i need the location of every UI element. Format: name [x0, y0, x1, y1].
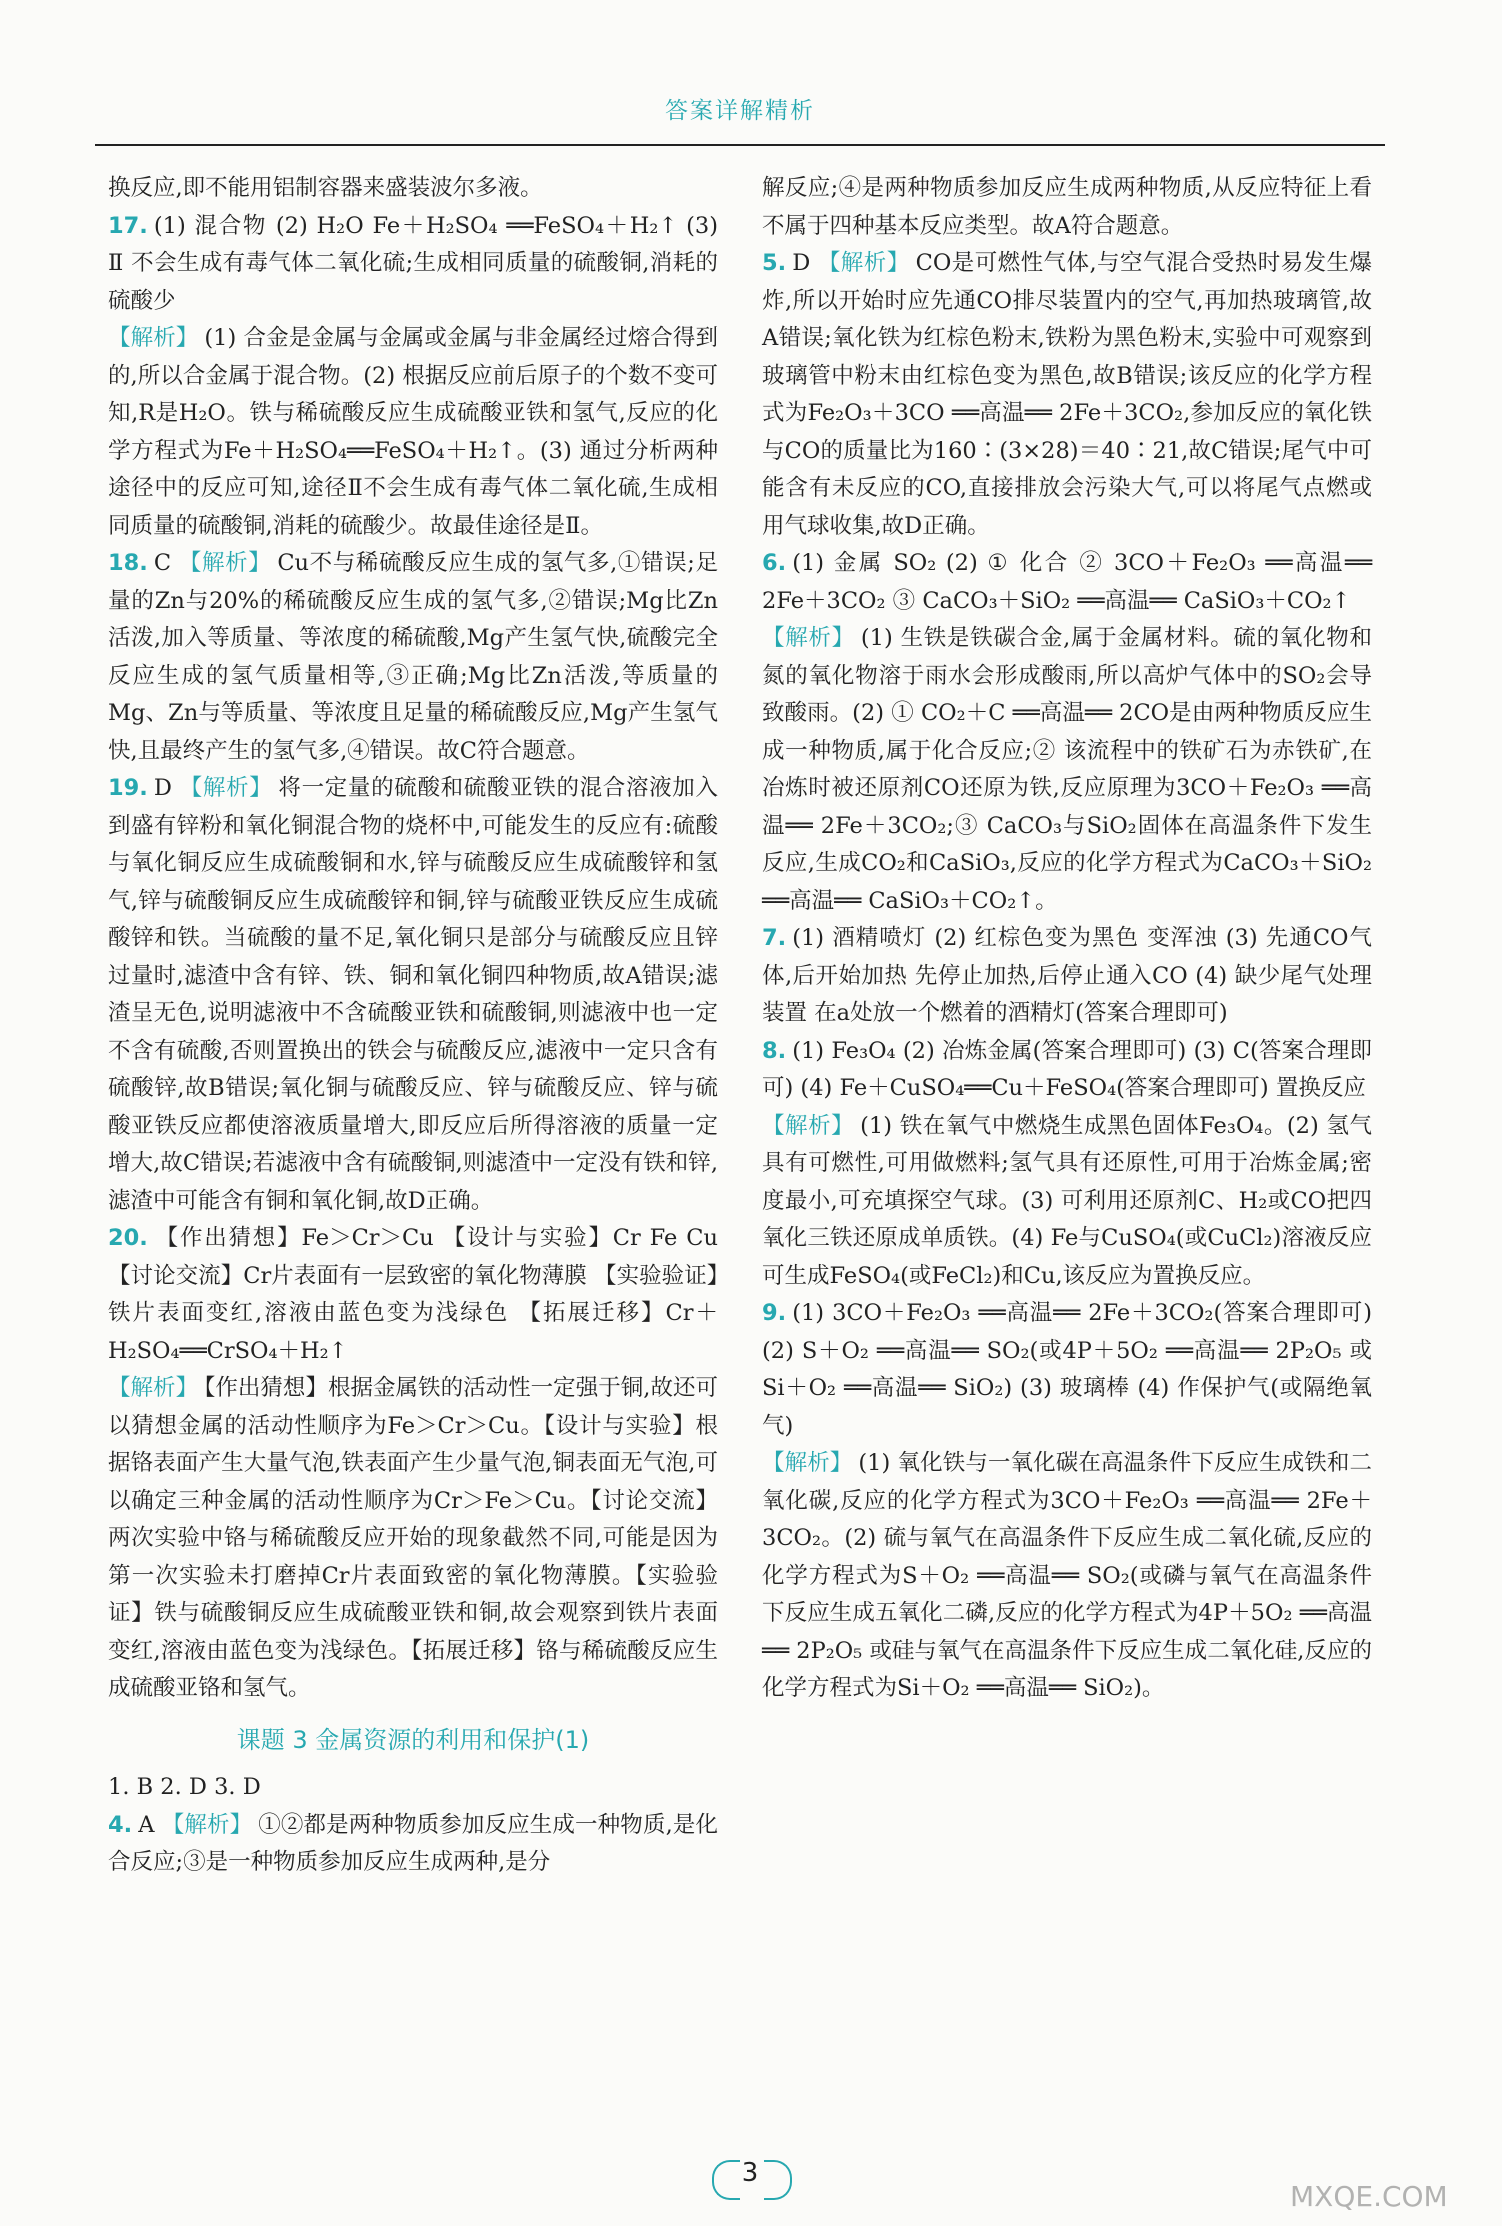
item-answer: D [792, 250, 811, 276]
item-number: 5. [762, 250, 787, 276]
answer-item-9 [762, 1295, 1372, 1445]
item-answer: (1) 酒精喷灯 (2) 红棕色变为黑色 变浑浊 (3) 先通CO气体,后开始加热 先停止加热,后停止通入CO (4) 缺少尾气处理装置 在a处放一个燃着的酒精灯(答案合理即可) [762, 925, 1372, 1026]
analysis-tag: 【解析】 [108, 325, 199, 351]
explanation-text: (1) 氧化铁与一氧化碳在高温条件下反应生成铁和二氧化碳,反应的化学方程式为3CO＋Fe₂O₃ ══高温══ 2Fe＋3CO₂。(2) 硫与氧气在高温条件下反应生成二氧化硫,反应的化学方程式为S＋O₂ ══高温══ SO₂(或磷与氧气在高温条件下反应生成五氧化二磷,反应的化学方程式为4P＋5O₂ ══高温══ 2P₂O₅ 或硅与氧气在高温条件下反应生成二氧化硅,反应的化学方程式为Si＋O₂ ══高温══ SiO₂)。 [762, 1450, 1372, 1701]
item-number: 7. [762, 925, 787, 951]
analysis-tag: 【解析】 [762, 625, 855, 651]
answer-item-20 [108, 1220, 718, 1370]
explanation-text: Cu不与稀硫酸反应生成的氢气多,①错误;足量的Zn与20%的稀硫酸反应生成的氢气多,②错误;Mg比Zn活泼,加入等质量、等浓度的稀硫酸,Mg产生氢气快,硫酸完全反应生成的氢气质量相等,③正确;Mg比Zn活泼,等质量的Mg、Zn与等质量、等浓度且足量的稀硫酸反应,Mg产生氢气快,且最终产生的氢气多,④错误。故C符合题意。 [108, 550, 718, 764]
item-answer: C [153, 550, 172, 576]
item-number: 9. [762, 1300, 787, 1326]
answer-item-7 [762, 920, 1372, 1033]
answer-item-6 [762, 545, 1372, 620]
explanation-text: ①②都是两种物质参加反应生成一种物质,是化合反应;③是一种物质参加反应生成两种,是分 [108, 1811, 718, 1875]
left-intro: 换反应,即不能用铝制容器来盛装波尔多液。 [108, 175, 543, 201]
item-number: 17. [108, 212, 148, 239]
analysis-tag: 【解析】 [762, 1112, 855, 1139]
quick-answers: 1. B 2. D 3. D [108, 1774, 261, 1800]
analysis-tag: 【解析】 [817, 250, 910, 276]
right-intro: 解反应;④是两种物质参加反应生成两种物质,从反应特征上看不属于四种基本反应类型。故A符合题意。 [762, 175, 1372, 239]
page-number: 3 [741, 2158, 759, 2188]
section-title: 课题 3 金属资源的利用和保护(1) [236, 1725, 590, 1754]
item-answer: (1) 3CO＋Fe₂O₃ ══高温══ 2Fe＋3CO₂(答案合理即可) (2) S＋O₂ ══高温══ SO₂(或4P＋5O₂ ══高温══ 2P₂O₅ 或 Si＋O₂ ══高温══ SiO₂) (3) 玻璃棒 (4) 作保护气(或隔绝氧气) [762, 1300, 1372, 1439]
explanation-6 [762, 620, 1372, 920]
watermark-logo: MXQE.COM [1290, 2180, 1448, 2213]
explanation-text: CO是可燃性气体,与空气混合受热时易发生爆炸,所以开始时应先通CO排尽装置内的空气,再加热玻璃管,故A错误;氧化铁为红棕色粉末,铁粉为黑色粉末,实验中可观察到玻璃管中粉末由红棕色变为黑色,故B错误;该反应的化学方程式为Fe₂O₃＋3CO ══高温══ 2Fe＋3CO₂,参加反应的氧化铁与CO的质量比为160∶(3×28)＝40∶21,故C错误;尾气中可能含有未反应的CO,直接排放会污染大气,可以将尾气点燃或用气球收集,故D正确。 [762, 250, 1372, 539]
item-number: 8. [762, 1037, 787, 1064]
item-number: 20. [108, 1225, 148, 1251]
item-answer: 【作出猜想】Fe＞Cr＞Cu 【设计与实验】Cr Fe Cu 【讨论交流】Cr片表面有一层致密的氧化物薄膜 【实验验证】铁片表面变红,溶液由蓝色变为浅绿色 【拓展迁移】Cr＋H₂SO₄══CrSO₄＋H₂↑ [108, 1225, 718, 1364]
answer-item-17 [108, 208, 718, 321]
answer-item-18 [108, 545, 718, 770]
explanation-text: (1) 合金是金属与金属或金属与非金属经过熔合得到的,所以合金属于混合物。(2) 根据反应前后原子的个数不变可知,R是H₂O。铁与稀硫酸反应生成硫酸亚铁和氢气,反应的化学方程式为Fe＋H₂SO₄══FeSO₄＋H₂↑。(3) 通过分析两种途径中的反应可知,途径Ⅱ不会生成有毒气体二氧化硫,生成相同质量的硫酸铜,消耗的硫酸少。故最佳途径是Ⅱ。 [108, 325, 718, 539]
item-answer: D [153, 775, 172, 801]
explanation-9 [762, 1445, 1372, 1708]
answer-item-4 [108, 1807, 718, 1882]
left-column [108, 170, 718, 1882]
header-rule [95, 144, 1385, 146]
explanation-text: (1) 生铁是铁碳合金,属于金属材料。硫的氧化物和氮的氧化物溶于雨水会形成酸雨,所以高炉气体中的SO₂会导致酸雨。(2) ① CO₂＋C ══高温══ 2CO是由两种物质反应生成一种物质,属于化合反应;② 该流程中的铁矿石为赤铁矿,在冶炼时被还原剂CO还原为铁,反应原理为3CO＋Fe₂O₃ ══高温══ 2Fe＋3CO₂;③ CaCO₃与SiO₂固体在高温条件下发生反应,生成CO₂和CaSiO₃,反应的化学方程式为CaCO₃＋SiO₂ ══高温══ CaSiO₃＋CO₂↑。 [762, 625, 1372, 914]
analysis-tag: 【解析】 [161, 1811, 253, 1838]
analysis-tag: 【解析】 [108, 1375, 199, 1401]
explanation-17 [108, 320, 718, 545]
answer-item-5 [762, 245, 1372, 545]
answer-item-8 [762, 1033, 1372, 1108]
right-column [762, 170, 1372, 1708]
item-answer: (1) 混合物 (2) H₂O Fe＋H₂SO₄ ══FeSO₄＋H₂↑ (3) Ⅱ 不会生成有毒气体二氧化硫;生成相同质量的硫酸铜,消耗的硫酸少 [108, 212, 718, 314]
header-title: 答案详解精析 [665, 98, 815, 124]
explanation-text: (1) 铁在氧气中燃烧生成黑色固体Fe₃O₄。(2) 氢气具有可燃性,可用做燃料;氢气具有还原性,可用于冶炼金属;密度最小,可充填探空气球。(3) 可利用还原剂C、H₂或CO把四氧化三铁还原成单质铁。(4) Fe与CuSO₄(或CuCl₂)溶液反应可生成FeSO₄(或FeCl₂)和Cu,该反应为置换反应。 [762, 1112, 1372, 1289]
item-number: 18. [108, 550, 148, 576]
item-number: 4. [108, 1811, 133, 1838]
explanation-20 [108, 1370, 718, 1708]
item-number: 6. [762, 550, 787, 576]
explanation-text: 【作出猜想】根据金属铁的活动性一定强于铜,故还可以猜想金属的活动性顺序为Fe＞Cr＞Cu。【设计与实验】根据铬表面产生大量气泡,铁表面产生少量气泡,铜表面无气泡,可以确定三种金属的活动性顺序为Cr＞Fe＞Cu。【讨论交流】两次实验中铬与稀硫酸反应开始的现象截然不同,可能是因为第一次实验未打磨掉Cr片表面致密的氧化物薄膜。【实验验证】铁与硫酸铜反应生成硫酸亚铁和铜,故会观察到铁片表面变红,溶液由蓝色变为浅绿色。【拓展迁移】铬与稀硫酸反应生成硫酸亚铬和氢气。 [108, 1375, 718, 1701]
analysis-tag: 【解析】 [179, 775, 273, 801]
explanation-8 [762, 1108, 1372, 1296]
item-answer: (1) Fe₃O₄ (2) 冶炼金属(答案合理即可) (3) C(答案合理即可) (4) Fe＋CuSO₄══Cu＋FeSO₄(答案合理即可) 置换反应 [762, 1037, 1372, 1101]
item-answer: A [138, 1811, 155, 1838]
explanation-text: 将一定量的硫酸和硫酸亚铁的混合溶液加入到盛有锌粉和氧化铜混合物的烧杯中,可能发生的反应有:硫酸与氧化铜反应生成硫酸铜和水,锌与硫酸反应生成硫酸锌和氢气,锌与硫酸铜反应生成硫酸锌和铜,锌与硫酸亚铁反应生成硫酸锌和铁。当硫酸的量不足,氧化铜只是部分与硫酸反应且锌过量时,滤渣中含有锌、铁、铜和氧化铜四种物质,故A错误;滤渣呈无色,说明滤液中不含硫酸亚铁和硫酸铜,则滤液中也一定不含有硫酸,否则置换出的铁会与硫酸反应,滤液中一定只含有硫酸锌,故B错误;氧化铜与硫酸反应、锌与硫酸反应、锌与硫酸亚铁反应都使溶液质量增大,即反应后所得溶液的质量一定增大,故C错误;若滤液中含有硫酸铜,则滤渣中一定没有铁和锌,滤渣中可能含有铜和氧化铜,故D正确。 [108, 775, 718, 1214]
analysis-tag: 【解析】 [178, 550, 272, 576]
analysis-tag: 【解析】 [762, 1450, 853, 1476]
item-number: 19. [108, 775, 148, 801]
page-header [95, 92, 1385, 125]
answer-item-19 [108, 770, 718, 1220]
item-answer: (1) 金属 SO₂ (2) ① 化合 ② 3CO＋Fe₂O₃ ══高温══ 2Fe＋3CO₂ ③ CaCO₃＋SiO₂ ══高温══ CaSiO₃＋CO₂↑ [762, 550, 1372, 614]
